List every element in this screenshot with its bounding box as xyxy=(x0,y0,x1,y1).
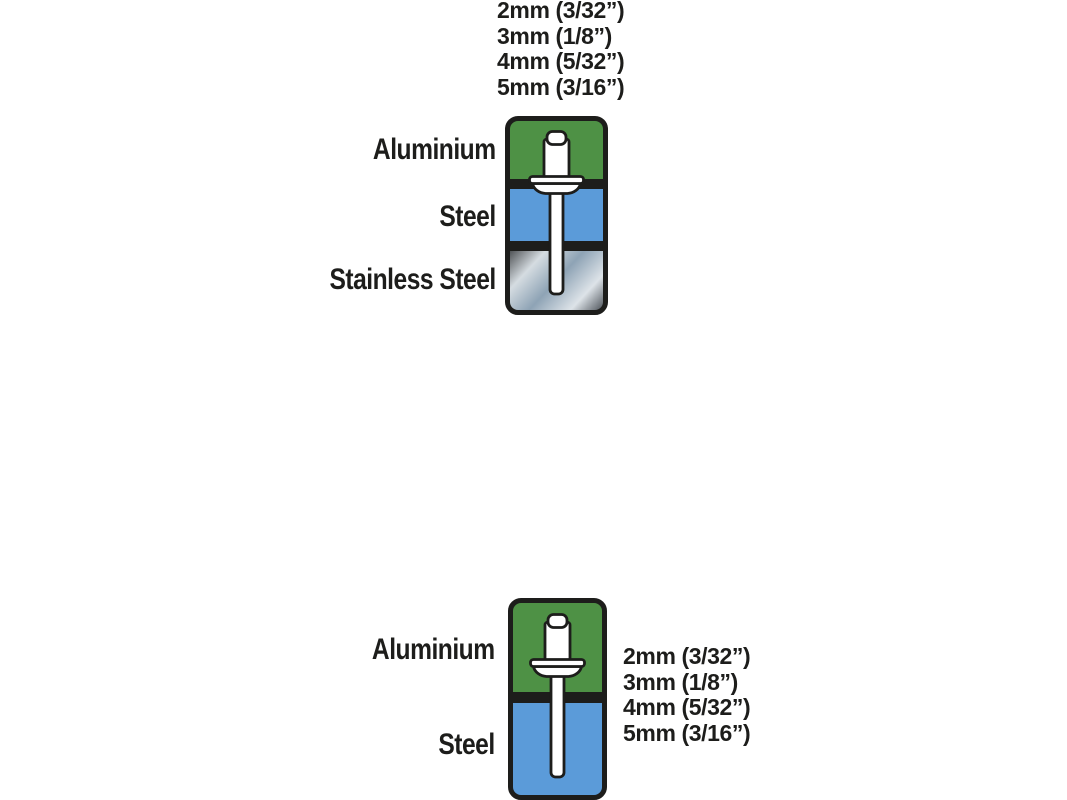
size-item: 4mm (5/32”) xyxy=(623,694,751,720)
size-item: 4mm (5/32”) xyxy=(497,48,625,74)
rivet-size-list-top xyxy=(497,0,624,100)
size-item: 5mm (3/16”) xyxy=(623,719,751,746)
size-item: 2mm (3/32”) xyxy=(623,643,751,669)
rivet-flange-bar xyxy=(531,660,585,667)
material-label-aluminium-bottom: Aluminium xyxy=(372,633,495,666)
size-item: 3mm (1/8”) xyxy=(623,668,738,695)
size-item: 2mm (3/32”) xyxy=(497,0,625,23)
material-label-steel-top: Steel xyxy=(439,200,496,233)
rivet-stem xyxy=(550,182,563,294)
material-label-steel-bottom: Steel xyxy=(438,728,495,761)
rivet-size-list-bottom xyxy=(623,644,750,746)
rivet-flange-bowl xyxy=(534,667,582,677)
material-label-stainless-steel-top: Stainless Steel xyxy=(329,263,496,296)
rivet-stem xyxy=(551,665,564,777)
rivet-icon xyxy=(528,130,585,300)
rivet-flange-bowl xyxy=(533,184,581,194)
rivet-icon xyxy=(529,613,586,783)
rivet-cap xyxy=(547,132,566,145)
size-item: 5mm (3/16”) xyxy=(497,73,625,100)
material-label-aluminium-top: Aluminium xyxy=(373,133,496,166)
rivet-cap xyxy=(548,615,567,628)
size-item: 3mm (1/8”) xyxy=(497,22,612,49)
rivet-flange-bar xyxy=(530,177,584,184)
